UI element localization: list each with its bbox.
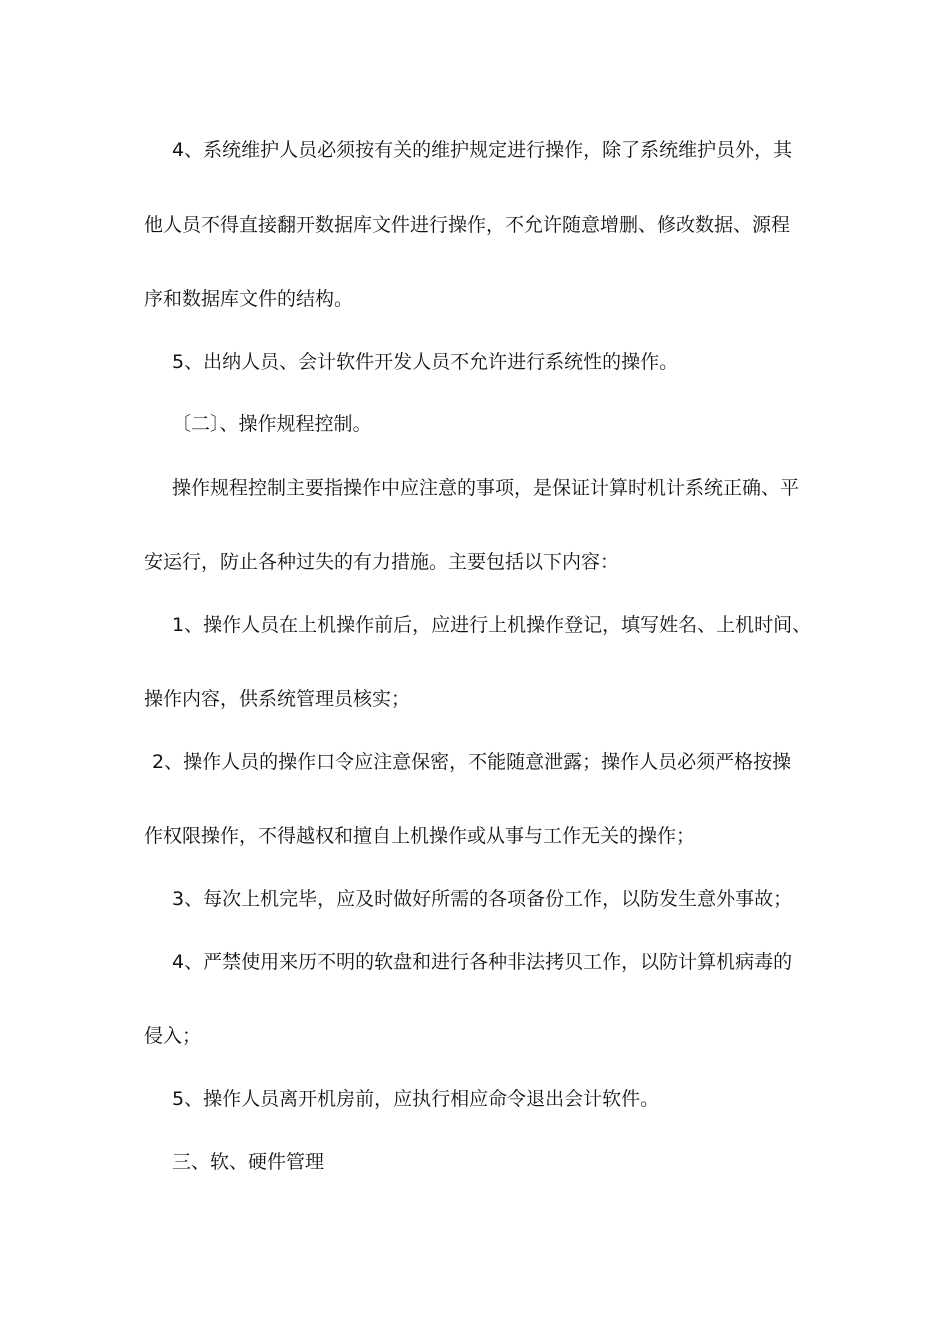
paragraph-line: 他人员不得直接翻开数据库文件进行操作，不允许随意增删、修改数据、源程: [144, 214, 791, 236]
paragraph-line: 安运行，防止各种过失的有力措施。主要包括以下内容：: [144, 551, 620, 573]
paragraph-line: 5、出纳人员、会计软件开发人员不允许进行系统性的操作。: [172, 351, 679, 373]
paragraph-line: 操作内容，供系统管理员核实；: [144, 688, 411, 710]
paragraph-line: 2、操作人员的操作口令应注意保密，不能随意泄露；操作人员必须严格按操: [152, 751, 792, 773]
section-heading: 三、软、硬件管理: [172, 1151, 325, 1173]
paragraph-line: 序和数据库文件的结构。: [144, 288, 354, 310]
paragraph-line: 4、系统维护人员必须按有关的维护规定进行操作，除了系统维护员外，其: [172, 139, 793, 161]
paragraph-line: 1、操作人员在上机操作前后，应进行上机操作登记，填写姓名、上机时间、: [172, 614, 812, 636]
paragraph-line: 侵入；: [144, 1025, 202, 1047]
paragraph-line: 作权限操作，不得越权和擅自上机操作或从事与工作无关的操作；: [144, 825, 696, 847]
paragraph-line: 5、操作人员离开机房前，应执行相应命令退出会计软件。: [172, 1088, 660, 1110]
paragraph-line: 4、严禁使用来历不明的软盘和进行各种非法拷贝工作，以防计算机病毒的: [172, 951, 793, 973]
paragraph-line: 3、每次上机完毕，应及时做好所需的各项备份工作，以防发生意外事故；: [172, 888, 793, 910]
paragraph-line: 操作规程控制主要指操作中应注意的事项，是保证计算时机计系统正确、平: [172, 477, 800, 499]
section-heading: 〔二〕、操作规程控制。: [172, 413, 372, 435]
